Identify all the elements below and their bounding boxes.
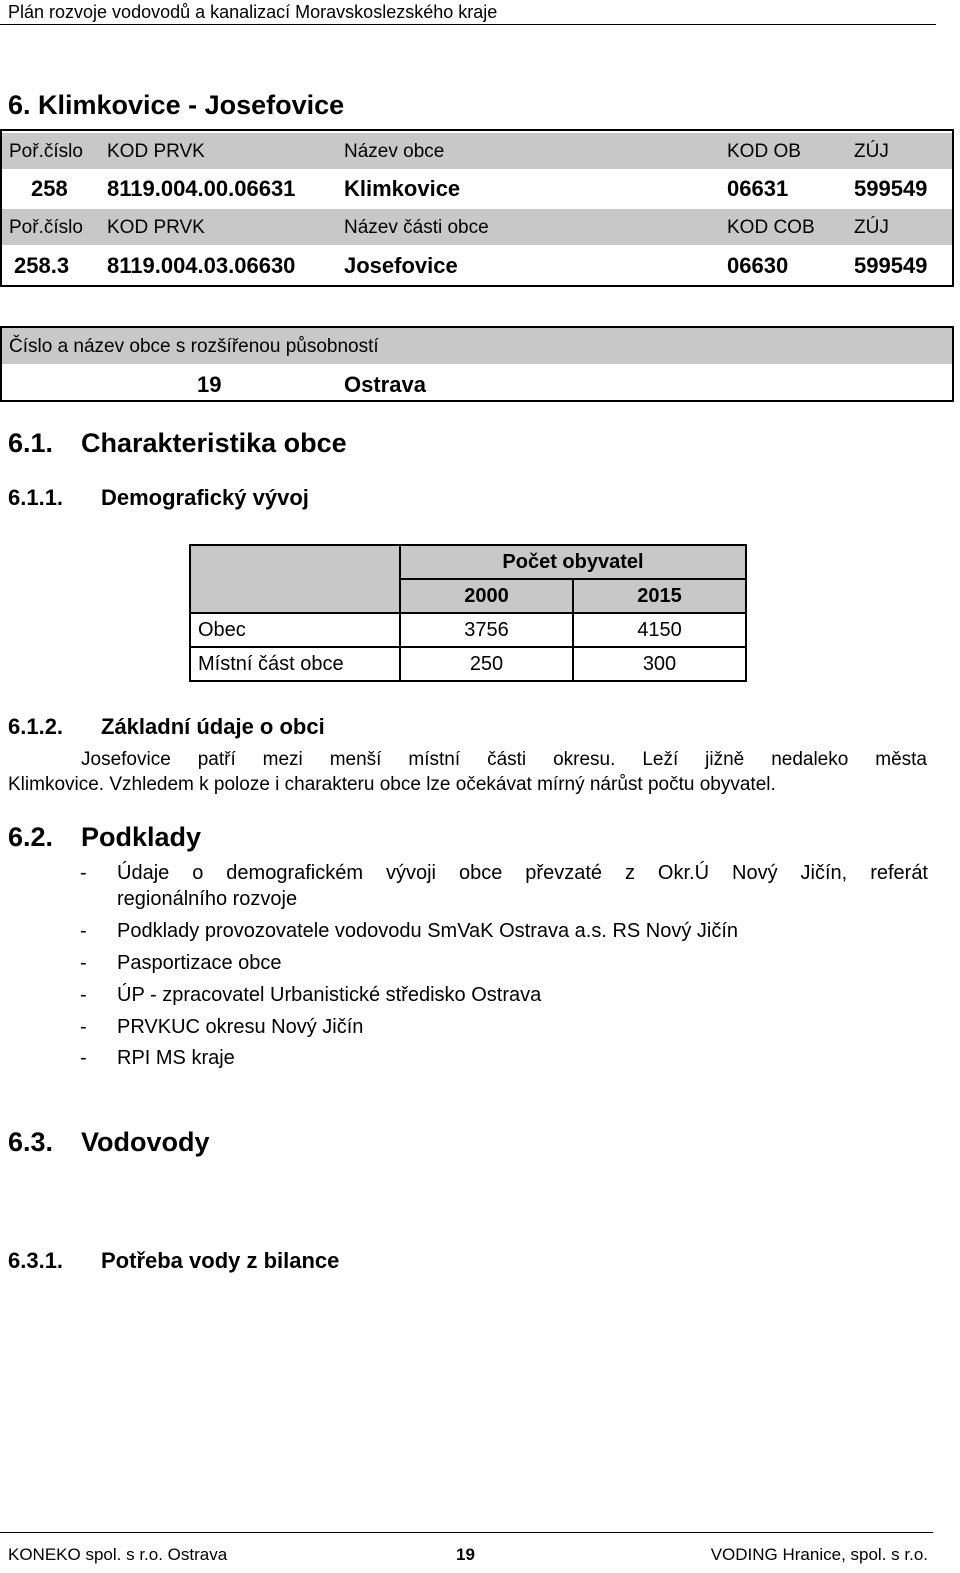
label-nazev-casti-obce: Název části obce — [344, 217, 489, 238]
document-header: Plán rozvoje vodovodů a kanalizací Moravskoslezského kraje — [8, 2, 498, 22]
value-nazev-obce: Klimkovice — [344, 176, 461, 201]
list-dash: - — [80, 952, 87, 974]
label-kod-cob: KOD COB — [727, 217, 815, 238]
section-title: 6. Klimkovice - Josefovice — [8, 90, 345, 120]
row-label-obec: Obec — [190, 613, 400, 647]
label-zuj-2: ZÚJ — [854, 217, 889, 238]
section-6-1-1-number: 6.1.1. — [8, 485, 64, 510]
label-por-cislo: Poř.číslo — [9, 141, 83, 162]
paragraph-line-2: Klimkovice. Vzhledem k poloze i charakteru obce lze očekávat mírný nárůst počtu obyvatel. — [8, 774, 776, 795]
obec-2015: 4150 — [573, 613, 746, 647]
section-6-1-2-title: Základní údaje o obci — [101, 714, 325, 739]
section-6-1-2-number: 6.1.2. — [8, 714, 64, 739]
list-dash: - — [80, 1016, 87, 1038]
list-dash: - — [80, 920, 87, 942]
identification-table — [0, 129, 954, 287]
row-label-mistni-cast: Místní část obce — [190, 647, 400, 681]
list-item: RPI MS kraje — [117, 1047, 235, 1069]
values-row-1 — [2, 169, 952, 209]
section-6-1-1-title: Demografický vývoj — [101, 485, 309, 510]
year-2015: 2015 — [573, 579, 746, 613]
list-item-1-line-1: Údaje o demografickém vývoji obce převzaté z Okr.Ú Nový Jičín, referát — [117, 862, 928, 884]
mistni-cast-2015: 300 — [573, 647, 746, 681]
orp-label-row — [2, 328, 952, 364]
label-kod-prvk-2: KOD PRVK — [107, 217, 205, 238]
section-6-2-number: 6.2. — [8, 822, 54, 852]
mistni-cast-2000: 250 — [400, 647, 573, 681]
value-kod-ob: 06631 — [727, 176, 789, 201]
list-dash: - — [80, 862, 87, 884]
section-6-3-title: Vodovody — [81, 1127, 210, 1157]
population-row-obec — [190, 613, 746, 647]
paragraph-line-1: Josefovice patří mezi menší místní části okresu. Leží jižně nedaleko města — [81, 749, 927, 770]
list-dash: - — [80, 984, 87, 1006]
values-row-2 — [2, 245, 952, 285]
population-header-row — [190, 545, 746, 579]
orp-name: Ostrava — [344, 372, 426, 397]
labels-row-1 — [2, 133, 952, 169]
section-6-1-title: Charakteristika obce — [81, 428, 347, 458]
label-kod-ob: KOD OB — [727, 141, 801, 162]
orp-number: 19 — [197, 372, 222, 397]
population-table — [189, 544, 747, 682]
orp-table — [0, 326, 954, 402]
list-item-1-line-2: regionálního rozvoje — [117, 888, 298, 910]
footer-divider — [0, 1532, 933, 1533]
value-kod-prvk-2: 8119.004.03.06630 — [107, 253, 296, 278]
orp-label: Číslo a název obce s rozšířenou působností — [9, 336, 379, 357]
section-6-3-number: 6.3. — [8, 1127, 54, 1157]
value-por-cislo: 258 — [31, 176, 68, 201]
value-nazev-casti-obce: Josefovice — [344, 253, 458, 278]
header-divider — [0, 24, 936, 25]
value-kod-cob: 06630 — [727, 253, 789, 278]
value-kod-prvk: 8119.004.00.06631 — [107, 176, 296, 201]
section-6-3-1-title: Potřeba vody z bilance — [101, 1248, 340, 1273]
year-2000: 2000 — [400, 579, 573, 613]
footer-right: VODING Hranice, spol. s r.o. — [710, 1545, 928, 1564]
section-6-1-number: 6.1. — [8, 428, 54, 458]
obec-2000: 3756 — [400, 613, 573, 647]
list-item: PRVKUC okresu Nový Jičín — [117, 1016, 364, 1038]
labels-row-2 — [2, 209, 952, 245]
population-row-mistni-cast — [190, 647, 746, 681]
population-corner-cell — [190, 545, 400, 613]
value-zuj: 599549 — [854, 176, 928, 201]
label-kod-prvk: KOD PRVK — [107, 141, 205, 162]
section-6-2-title: Podklady — [81, 822, 202, 852]
footer-left: KONEKO spol. s r.o. Ostrava — [8, 1545, 228, 1564]
label-zuj: ZÚJ — [854, 141, 889, 162]
label-nazev-obce: Název obce — [344, 141, 445, 162]
section-6-3-1-number: 6.3.1. — [8, 1248, 64, 1273]
list-item: Pasportizace obce — [117, 952, 282, 974]
label-por-cislo-2: Poř.číslo — [9, 217, 83, 238]
list-dash: - — [80, 1047, 87, 1069]
list-item: Podklady provozovatele vodovodu SmVaK Ostrava a.s. RS Nový Jičín — [117, 920, 739, 942]
value-zuj-2: 599549 — [854, 253, 928, 278]
page-number: 19 — [456, 1545, 475, 1564]
list-item: ÚP - zpracovatel Urbanistické středisko Ostrava — [117, 984, 542, 1006]
population-header: Počet obyvatel — [400, 545, 746, 579]
value-por-cislo-2: 258.3 — [14, 253, 70, 278]
